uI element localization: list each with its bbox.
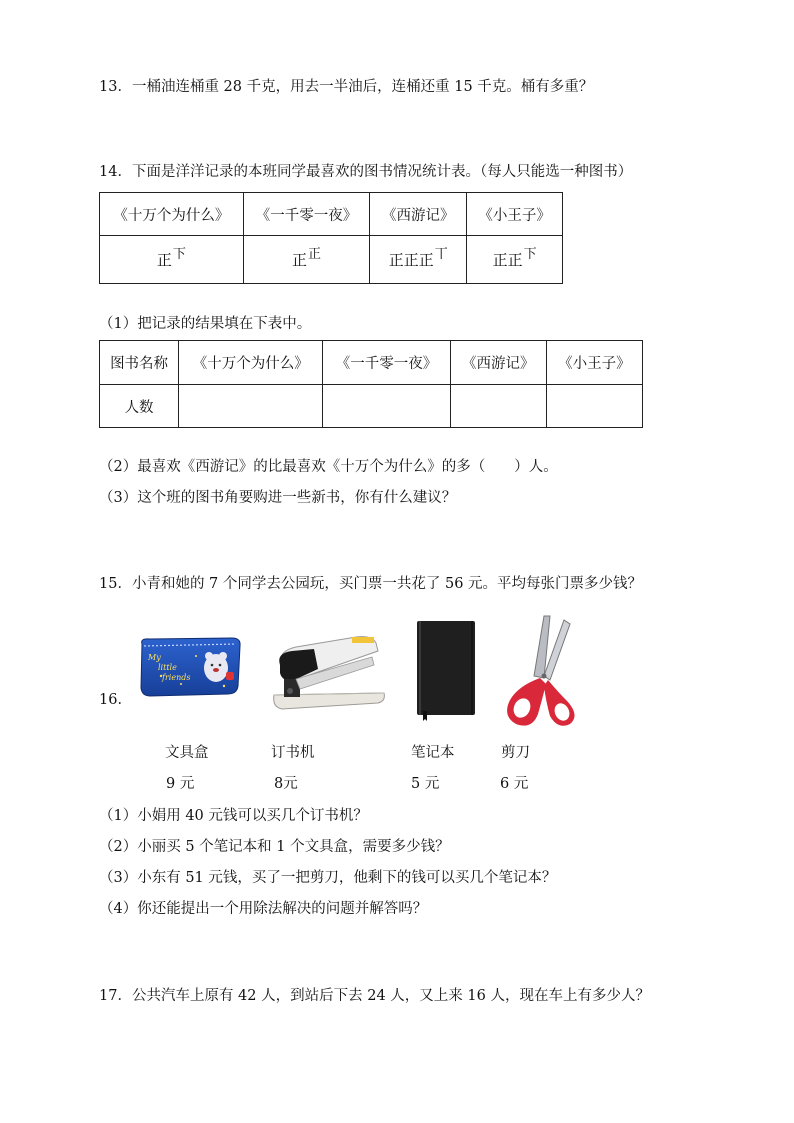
question-15: 15．小青和她的 7 个同学去公园玩，买门票一共花了 56 元。平均每张门票多少钱？ [99, 576, 643, 592]
result-header-cell: 《十万个为什么》 [179, 341, 323, 385]
pencil-case-icon [136, 636, 244, 698]
tally-header-cell: 《一千零一夜》 [243, 193, 370, 236]
tally-cell [467, 236, 563, 284]
question-14-part-2: （2）最喜欢《西游记》的比最喜欢《十万个为什么》的多（ ）人。 [99, 459, 558, 475]
item-price-stapler: 8元 [274, 776, 298, 792]
tally-cell [370, 236, 467, 284]
tally-full: 正正正 [388, 251, 434, 269]
result-row-label: 图书名称 [100, 341, 179, 385]
result-header-cell: 《小王子》 [546, 341, 642, 385]
case-text: My [148, 653, 161, 662]
tally-partial: 丅 [434, 247, 448, 262]
item-price-scissors: 6 元 [500, 776, 529, 792]
item-name-pencil-case: 文具盒 [165, 745, 209, 761]
question-16-part-4: （4）你还能提出一个用除法解决的问题并解答吗？ [99, 901, 428, 917]
item-price-notebook: 5 元 [411, 776, 440, 792]
question-16-part-3: （3）小东有 51 元钱，买了一把剪刀，他剩下的钱可以买几个笔记本？ [99, 870, 557, 886]
result-header-cell: 《一千零一夜》 [323, 341, 450, 385]
question-16-part-2: （2）小丽买 5 个笔记本和 1 个文具盒，需要多少钱？ [99, 839, 450, 855]
stapler-icon [268, 629, 388, 717]
tally-header-cell: 《小王子》 [467, 193, 563, 236]
tally-header-cell: 《十万个为什么》 [100, 193, 244, 236]
scissors-icon [498, 612, 580, 730]
case-text: little [158, 663, 177, 672]
tally-header-cell: 《西游记》 [370, 193, 467, 236]
item-price-pencil-case: 9 元 [166, 776, 195, 792]
result-blank-cell[interactable] [323, 385, 450, 428]
tally-table [99, 192, 563, 284]
result-header-cell: 《西游记》 [450, 341, 546, 385]
question-16-number: 16． [99, 692, 132, 708]
tally-full: 正 [291, 251, 307, 269]
question-14-part-1: （1）把记录的结果填在下表中。 [99, 316, 312, 332]
tally-cell [243, 236, 370, 284]
item-name-scissors: 剪刀 [501, 745, 530, 761]
item-name-stapler: 订书机 [271, 745, 315, 761]
result-blank-cell[interactable] [179, 385, 323, 428]
result-row-label: 人数 [100, 385, 179, 428]
question-14-part-3: （3）这个班的图书角要购进一些新书，你有什么建议？ [99, 490, 457, 506]
tally-partial: 下 [172, 247, 186, 262]
tally-full: 正 [156, 251, 172, 269]
result-blank-cell[interactable] [546, 385, 642, 428]
tally-full: 正正 [492, 251, 523, 269]
tally-partial: 下 [523, 247, 537, 262]
result-table [99, 340, 643, 428]
question-14: 14．下面是洋洋记录的本班同学最喜欢的图书情况统计表。（每人只能选一种图书） [99, 164, 633, 180]
tally-cell [100, 236, 244, 284]
tally-partial: 正 [308, 247, 322, 262]
case-text: friends [162, 673, 191, 682]
item-name-notebook: 笔记本 [411, 745, 455, 761]
notebook-icon [413, 619, 479, 723]
result-blank-cell[interactable] [450, 385, 546, 428]
question-13: 13．一桶油连桶重 28 千克，用去一半油后，连桶还重 15 千克。桶有多重？ [99, 79, 594, 95]
question-16-part-1: （1）小娟用 40 元钱可以买几个订书机？ [99, 808, 368, 824]
question-17: 17．公共汽车上原有 42 人，到站后下去 24 人，又上来 16 人，现在车上有多少人？ [99, 988, 650, 1004]
